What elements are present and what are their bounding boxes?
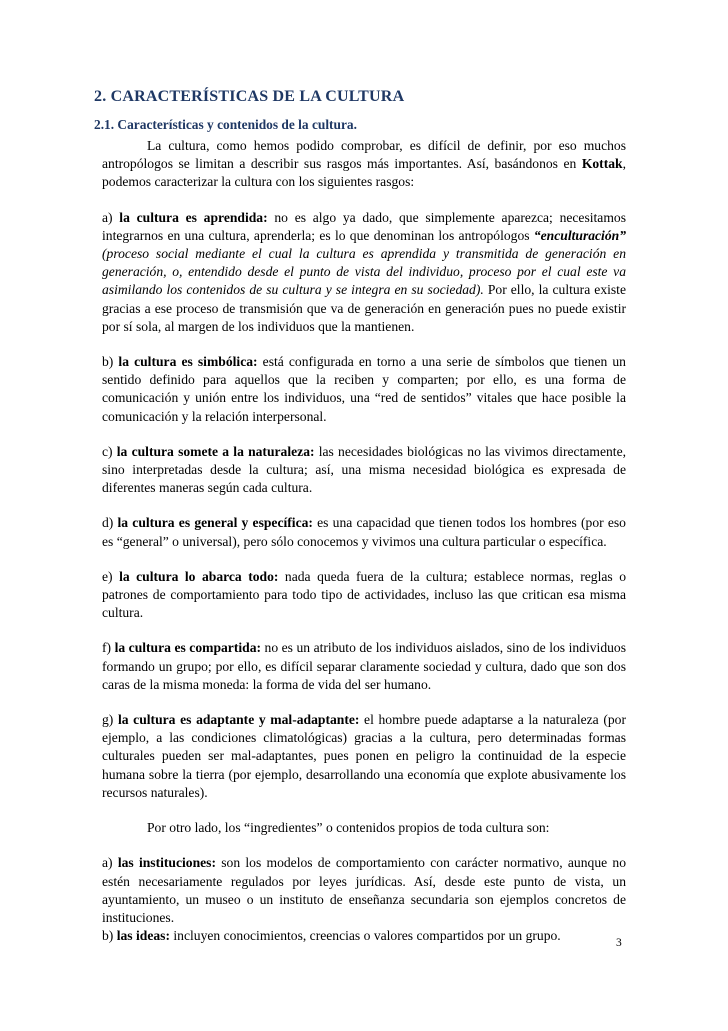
content-b-letter: b) [102, 928, 117, 944]
trait-d-paragraph [102, 514, 626, 550]
trait-c-paragraph [102, 443, 626, 498]
trait-c-text: las necesidades biológicas no las vivimos directamente, sino interpretadas desde la cultura; así, una misma necesidad biológica es expresada de diferentes maneras según cada cultura. [102, 443, 627, 496]
trait-c-letter: c) [102, 443, 117, 459]
intro-text-2: , podemos caracterizar la cultura con los siguientes rasgos: [102, 156, 626, 190]
page-number: 3 [616, 937, 622, 949]
intro-paragraph [102, 137, 626, 192]
trait-d-letter: d) [102, 515, 118, 531]
trait-a-letter: a) [102, 209, 120, 225]
trait-f-paragraph [102, 639, 626, 694]
intro-text-1: La cultura, como hemos podido comprobar, es difícil de definir, por eso muchos antropólogos se limitan a describir sus rasgos más importantes. Así, basándonos en [102, 138, 626, 172]
content-a-paragraph [102, 854, 626, 927]
content-a-letter: a) [102, 855, 118, 871]
trait-a-title: la cultura es aprendida: [119, 209, 268, 225]
trait-a-text-1: no es algo ya dado, que simplemente aparezca; necesitamos integrarnos en una cultura, aprenderla; es lo que denominan los antropólogos [102, 209, 627, 243]
trait-a-text-2: Por ello, la cultura existe gracias a ese proceso de transmisión que va de generación en generación pues no puede existir por sí sola, al margen de los individuos que la mantienen. [102, 282, 626, 334]
trait-b-title: la cultura es simbólica: [118, 354, 258, 370]
trait-a-definition: (proceso social mediante el cual la cultura es aprendida y transmitida de generación en generación, o, entendido desde el punto de vista del individuo, proceso por el cual este va asimilando los contenidos de su cultura y se integra en su sociedad). [102, 246, 626, 298]
trait-e-text: nada queda fuera de la cultura; establece normas, reglas o patrones de comportamiento para todo tipo de actividades, incluso las que critican esa misma cultura. [102, 568, 626, 621]
subsection-heading: 2.1. Características y contenidos de la cultura. [94, 117, 357, 132]
document-body [102, 137, 626, 945]
trait-e-title: la cultura lo abarca todo: [119, 568, 279, 584]
trait-e-letter: e) [102, 568, 120, 584]
content-a-text: son los modelos de comportamiento con carácter normativo, aunque no estén necesariamente regulados por leyes jurídicas. Así, desde este punto de vista, un ayuntamiento, un museo o un instituto de enseñanza secundaria son ejemplos concretos de instituciones. [102, 855, 626, 925]
trait-a-term: “enculturación” [533, 227, 626, 243]
trait-f-text: no es un atributo de los individuos aislados, sino de los individuos formando un grupo; por ello, es difícil separar claramente sociedad y cultura, dado que son dos caras de la misma moneda: la forma de vida del ser humano. [102, 640, 626, 692]
trait-b-letter: b) [102, 354, 119, 370]
trait-d-title: la cultura es general y específica: [117, 515, 313, 531]
trait-a-paragraph [102, 209, 626, 336]
trait-g-title: la cultura es adaptante y mal-adaptante: [117, 712, 360, 728]
content-b-paragraph [102, 927, 626, 945]
content-b-text: incluyen conocimientos, creencias o valores compartidos por un grupo. [169, 928, 561, 944]
trait-e-paragraph [102, 568, 626, 623]
trait-f-letter: f) [102, 640, 115, 656]
contents-intro-paragraph: Por otro lado, los “ingredientes” o contenidos propios de toda cultura son: [147, 820, 550, 836]
trait-g-letter: g) [102, 712, 118, 728]
trait-b-text: está configurada en torno a una serie de símbolos que tienen un sentido definido para aquellos que la reciben y comparten; por ello, es una forma de comunicación y unión entre los individuos, una “red de sentidos” vitales que hace posible la comunicación y la relación interpersonal. [102, 354, 626, 424]
trait-f-title: la cultura es compartida: [114, 640, 262, 656]
intro-author: Kottak [581, 156, 623, 172]
content-b-title: las ideas: [116, 928, 170, 944]
trait-d-text: es una capacidad que tienen todos los hombres (por eso es “general” o universal), pero sólo conocemos y vivimos una cultura particular o específica. [102, 515, 626, 549]
trait-g-paragraph [102, 711, 626, 802]
trait-c-title: la cultura somete a la naturaleza: [116, 443, 315, 459]
section-heading: 2. CARACTERÍSTICAS DE LA CULTURA [94, 88, 405, 105]
content-a-title: las instituciones: [117, 855, 216, 871]
trait-g-text: el hombre puede adaptarse a la naturaleza (por ejemplo, a las condiciones climatológicas) gracias a la cultura, pero determinadas formas culturales pueden ser mal-adaptantes, pues ponen en peligro la continuidad de la especie humana sobre la tierra (por ejemplo, desarrollando una economía que explote abusivamente los recursos naturales). [102, 712, 626, 800]
trait-b-paragraph [102, 353, 626, 426]
